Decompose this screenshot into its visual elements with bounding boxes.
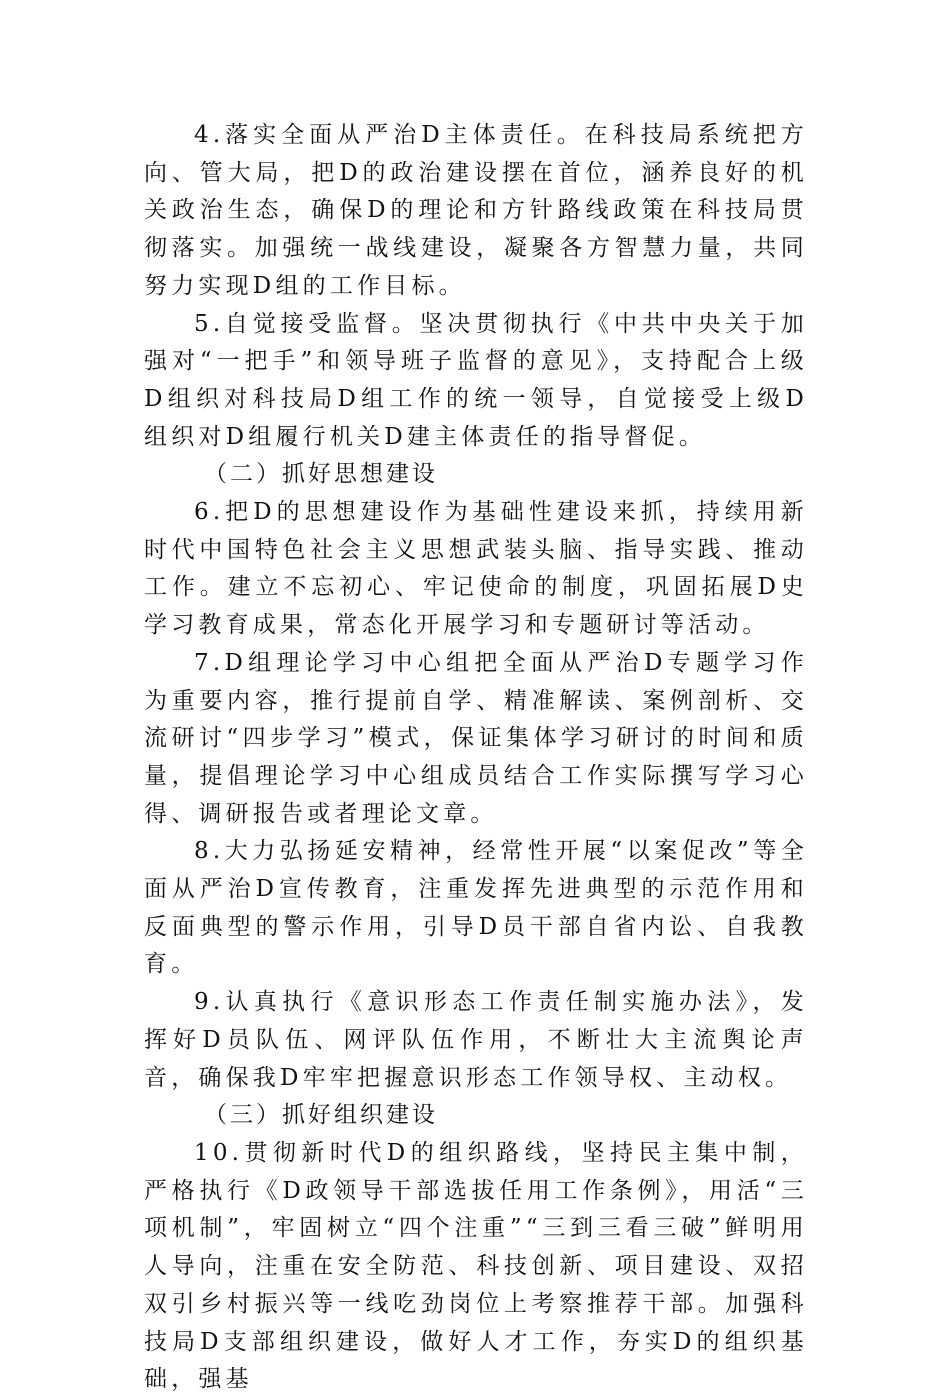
section-heading-organization: （三）抓好组织建设 [204,1102,438,1129]
paragraph-item-9: 9.认真执行《意识形态工作责任制实施办法》，发挥好D员队伍、网评队伍作用，不断壮大主流舆论声音，确保我D牢牢把握意识形态工作领导权、主动权。 [144,989,808,1091]
paragraph-item-7: 7.D组理论学习中心组把全面从严治D专题学习作为重要内容，推行提前自学、精准解读、案例剖析、交流研讨“四步学习”模式，保证集体学习研讨的时间和质量，提倡理论学习中心组成员结合工作实际撰写学习心得、调研报告或者理论文章。 [144,649,808,827]
paragraph-item-10: 10.贯彻新时代D的组织路线，坚持民主集中制，严格执行《D政领导干部选拔任用工作条例》，用活“三项机制”，牢固树立“四个注重”“三到三看三破”鲜明用人导向，注重在安全防范、科技创新、项目建设、双招双引乡村振兴等一线吃劲岗位上考察推荐干部。加强科技局D支部组织建设，做好人才工作，夯实D的组织基础，强基 [144,1139,808,1393]
document-body [144,117,808,1399]
paragraph-item-6: 6.把D的思想建设作为基础性建设来抓，持续用新时代中国特色社会主义思想武装头脑、指导实践、推动工作。建立不忘初心、牢记使命的制度，巩固拓展D史学习教育成果，常态化开展学习和专题研讨等活动。 [144,499,808,639]
paragraph-item-8: 8.大力弘扬延安精神，经常性开展“以案促改”等全面从严治D宣传教育，注重发挥先进典型的示范作用和反面典型的警示作用，引导D员干部自省内讼、自我教育。 [144,838,808,978]
paragraph-item-5: 5.自觉接受监督。坚决贯彻执行《中共中央关于加强对“一把手”和领导班子监督的意见》，支持配合上级D组织对科技局D组工作的统一领导，自觉接受上级D组织对D组履行机关D建主体责任的指导督促。 [144,310,808,450]
paragraph-item-4: 4.落实全面从严治D主体责任。在科技局系统把方向、管大局，把D的政治建设摆在首位，涵养良好的机关政治生态，确保D的理论和方针路线政策在科技局贯彻落实。加强统一战线建设，凝聚各方智慧力量，共同努力实现D组的工作目标。 [144,122,808,299]
section-heading-ideology: （二）抓好思想建设 [204,461,438,488]
